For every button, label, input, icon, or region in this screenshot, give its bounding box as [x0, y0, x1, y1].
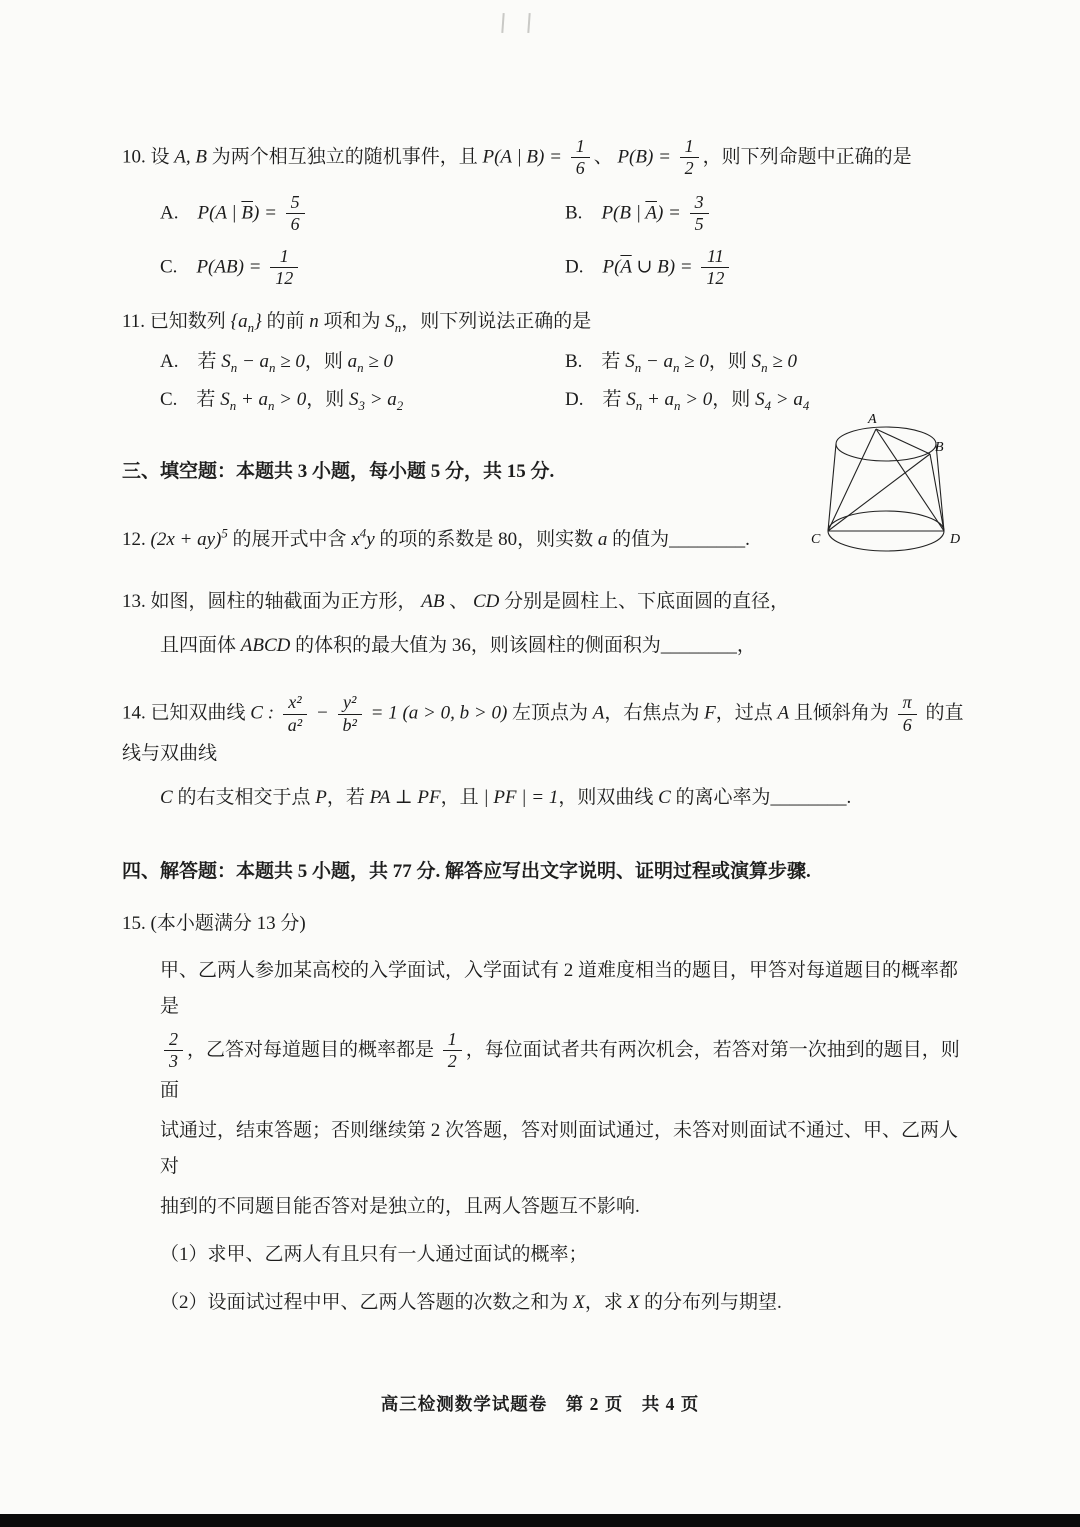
math-run: } [254, 310, 262, 332]
math-run: (2x + ay) [150, 529, 222, 550]
text-run: 左顶点为 [512, 702, 593, 724]
text-run: 的前 [261, 310, 310, 332]
math-run: ABCD [240, 635, 291, 657]
text-run: B. [565, 202, 602, 224]
text-run: 14. 已知双曲线 [122, 702, 251, 724]
math-run: PA ⊥ PF [369, 787, 441, 809]
text-run: 分别是圆柱上、下底面圆的直径， [499, 591, 790, 613]
question-15 [122, 906, 970, 1321]
subscript: n [635, 397, 643, 413]
text-run: A. [160, 202, 198, 224]
text-run: 15. (本小题满分 13 分) [122, 913, 306, 935]
math-run: a [347, 350, 358, 372]
subscript: n [672, 359, 680, 375]
text-run: ，则下列命题中正确的是 [702, 146, 912, 168]
math-run: ) = [253, 202, 282, 224]
cylinder-left-side [828, 444, 836, 531]
subscript: 3 [358, 397, 365, 413]
text-run: 的值为________. [607, 529, 750, 550]
math-run: y [366, 529, 375, 550]
text-run: 10. 设 [122, 146, 175, 168]
math-run: ≥ 0 [767, 350, 798, 372]
math-run: − [311, 702, 334, 724]
question-11-option-a [160, 344, 565, 380]
text-run: 的体积的最大值为 36，则该圆柱的侧面积为________， [290, 635, 756, 657]
math-run: CD [473, 591, 500, 613]
question-15-para-line-1 [160, 953, 970, 1025]
question-15-item-1 [122, 1237, 970, 1273]
subscript: n [229, 397, 237, 413]
text-run: D. [565, 256, 603, 278]
subscript: n [674, 397, 681, 413]
subscript: n [247, 319, 255, 335]
math-run: C [160, 787, 173, 809]
vertex-label-d: D [950, 532, 961, 547]
text-run: ，求 [584, 1292, 628, 1314]
question-15-title [122, 906, 970, 942]
text-run: 的离心率为________. [670, 787, 852, 809]
text-run: 的展开式中含 [227, 529, 352, 550]
section-4-header [122, 854, 970, 890]
math-run: S [755, 388, 765, 410]
fraction: $\frac{11}{12}$ [701, 247, 729, 289]
subscript: 2 [396, 397, 404, 413]
question-10-option-d [565, 246, 970, 290]
edge-BC [828, 454, 930, 531]
text-run: 的右支相交于点 [172, 787, 316, 809]
math-run: a [597, 529, 608, 550]
math-run: | PF | = 1 [483, 787, 559, 809]
question-15-para-line-2 [160, 1029, 970, 1109]
fraction: $\frac{\text{x²}}{\text{a²}}$ [283, 693, 307, 735]
text-run: ，则 [708, 350, 752, 372]
scan-mark [501, 13, 504, 33]
fraction: $\frac{3}{5}$ [690, 193, 709, 235]
subscript: 4 [802, 397, 810, 413]
page-footer [0, 1388, 1080, 1421]
math-run: P(AB) = [196, 256, 267, 278]
superscript: 4 [359, 525, 367, 541]
fraction: $\frac{5}{6}$ [286, 193, 305, 235]
text-run: D. 若 [565, 388, 627, 410]
cylinder-diagram [798, 410, 976, 568]
subscript: 4 [764, 397, 772, 413]
text-run: 的项的系数是 80，则实数 [374, 529, 598, 550]
overline-math: $\overline{A}$ [645, 202, 657, 224]
edge-BD [930, 454, 944, 531]
math-run: ≥ 0 [275, 350, 305, 372]
text-run: （2）设面试过程中甲、乙两人答题的次数之和为 [160, 1292, 574, 1314]
fraction: $\frac{2}{3}$ [164, 1030, 183, 1072]
text-run: C. 若 [160, 388, 221, 410]
scan-bottom-edge [0, 1514, 1080, 1527]
cylinder-figure [798, 410, 976, 568]
question-11-option-c [160, 382, 565, 418]
superscript: 5 [221, 525, 228, 541]
subscript: n [394, 319, 402, 335]
section-4-title [122, 854, 970, 890]
math-run: C : [250, 702, 279, 724]
question-15-paragraph [122, 953, 970, 1225]
text-run: ，则 [304, 350, 348, 372]
fraction: $\frac{1}{2}$ [443, 1030, 462, 1072]
math-run: A [777, 702, 790, 724]
question-10-stem [122, 136, 970, 180]
question-11-options [122, 344, 970, 418]
math-run: C [658, 787, 671, 809]
fraction: $\frac{\pi}{6}$ [898, 693, 917, 735]
math-run: P( [602, 256, 621, 278]
math-run: − a [641, 350, 673, 372]
text-run: ，右焦点为 [604, 702, 705, 724]
text-run: ，则 [712, 388, 756, 410]
math-run: ≥ 0 [679, 350, 709, 372]
question-11-option-b [565, 344, 970, 380]
text-run: 11. 已知数列 [122, 310, 231, 332]
scan-registration-marks [502, 10, 554, 46]
math-run: S [221, 350, 231, 372]
fraction: $\frac{\text{y²}}{\text{b²}}$ [338, 693, 362, 735]
math-run: + a [642, 388, 675, 410]
math-run: P(B | [601, 202, 646, 224]
question-14-line-1 [122, 692, 970, 772]
math-run: X [573, 1292, 585, 1314]
text-run: ，乙答对每道题目的概率都是 [187, 1039, 439, 1061]
text-run: B. 若 [565, 350, 626, 372]
math-run: > 0 [680, 388, 713, 410]
subscript: n [269, 359, 276, 375]
subscript: n [634, 359, 642, 375]
math-run: ∪ B) = [631, 256, 698, 278]
text-run: ，则 [306, 388, 350, 410]
question-14-line-2 [122, 780, 970, 816]
text-run: 13. 如图，圆柱的轴截面为正方形， [122, 591, 422, 613]
question-15-para-line-3 [160, 1113, 970, 1185]
math-run: F [704, 702, 716, 724]
math-run: ≥ 0 [363, 350, 394, 372]
text-run: （1）求甲、乙两人有且只有一人通过面试的概率； [160, 1243, 588, 1265]
text-run: 的直线与双曲线 [122, 702, 964, 765]
math-run: n [309, 310, 319, 332]
vertex-label-c: C [811, 532, 821, 547]
question-15-item-2 [122, 1285, 970, 1321]
math-run: x [351, 529, 360, 550]
bold-text: 四、解答题：本题共 5 小题，共 77 分. 解答应写出文字说明、证明过程或演算步骤. [122, 861, 811, 883]
math-run: S [626, 388, 636, 410]
vertex-label-a: A [868, 412, 877, 427]
math-run: S [625, 350, 635, 372]
text-run: 抽到的不同题目能否答对是独立的，且两人答题互不影响. [160, 1195, 640, 1217]
math-run: A [592, 702, 605, 724]
text-run: 且四面体 [160, 635, 241, 657]
math-run: = 1 (a > 0, b > 0) [365, 702, 513, 724]
math-run: S [385, 310, 395, 332]
text-run: 为两个相互独立的随机事件，且 [206, 146, 483, 168]
text-run: 的分布列与期望. [639, 1292, 782, 1314]
question-13 [122, 584, 970, 664]
fraction: $\frac{1}{6}$ [571, 137, 590, 179]
fraction: $\frac{1}{12}$ [270, 247, 298, 289]
math-run: > a [771, 388, 803, 410]
math-run: + a [236, 388, 268, 410]
text-run: 甲、乙两人参加某高校的入学面试，入学面试有 2 道难度相当的题目，甲答对每道题目的概率都是 [160, 959, 959, 1017]
text-run: ，若 [326, 787, 370, 809]
footer-text: 高三检测数学试题卷 第 2 页 共 4 页 [380, 1394, 700, 1414]
question-13-line-1 [122, 584, 970, 620]
cylinder-right-side [936, 444, 944, 531]
math-run: P(A | [197, 202, 242, 224]
text-run: ，且 [440, 787, 484, 809]
math-run: P(A | B) = [482, 146, 567, 168]
text-run: C. [160, 256, 197, 278]
math-run: A, B [174, 146, 207, 168]
math-run: > 0 [274, 388, 307, 410]
math-run: P [315, 787, 327, 809]
math-run: X [627, 1292, 640, 1314]
text-run: 试通过，结束答题；否则继续第 2 次答题，答对则面试通过，未答对则面试不通过、甲、乙两人对 [160, 1119, 959, 1177]
text-run: A. 若 [160, 350, 222, 372]
question-15-para-line-4 [160, 1189, 970, 1225]
math-run: ) = [656, 202, 686, 224]
scan-mark [527, 13, 530, 33]
question-14 [122, 692, 970, 816]
subscript: n [357, 359, 364, 375]
question-11 [122, 304, 970, 418]
question-11-stem [122, 304, 970, 340]
text-run: 、 [593, 146, 618, 168]
text-run: 、 [444, 591, 473, 613]
text-run: ，每位面试者共有两次机会，若答对第一次抽到的题目，则面 [160, 1039, 960, 1101]
overline-math: $\overline{A}$ [620, 256, 632, 278]
subscript: n [267, 397, 275, 413]
math-run: P(B) = [617, 146, 676, 168]
math-run: {a [230, 310, 248, 332]
math-run: AB [421, 591, 445, 613]
question-10-option-c [160, 246, 565, 290]
text-run: ，过点 [715, 702, 778, 724]
vertex-label-b: B [935, 440, 944, 455]
fraction: $\frac{1}{2}$ [680, 137, 699, 179]
bold-text: 三、填空题：本题共 3 小题，每小题 5 分，共 15 分. [122, 460, 555, 482]
text-run: 12. [122, 529, 151, 550]
subscript: n [230, 359, 238, 375]
question-13-line-2 [122, 628, 970, 664]
text-run: ，则双曲线 [558, 787, 659, 809]
math-run: − a [237, 350, 270, 372]
overline-math: $\overline{B}$ [241, 202, 254, 224]
math-run: S [220, 388, 230, 410]
math-run: S [751, 350, 762, 372]
text-run: 项和为 [318, 310, 386, 332]
question-10 [122, 136, 970, 290]
text-run: ，则下列说法正确的是 [401, 310, 592, 332]
subscript: n [761, 359, 768, 375]
question-10-option-a [160, 192, 565, 236]
math-run: S [349, 388, 359, 410]
question-10-option-b [565, 192, 970, 236]
edge-AC [828, 429, 876, 531]
math-run: > a [364, 388, 397, 410]
text-run: 且倾斜角为 [789, 702, 894, 724]
question-10-options [122, 192, 970, 290]
